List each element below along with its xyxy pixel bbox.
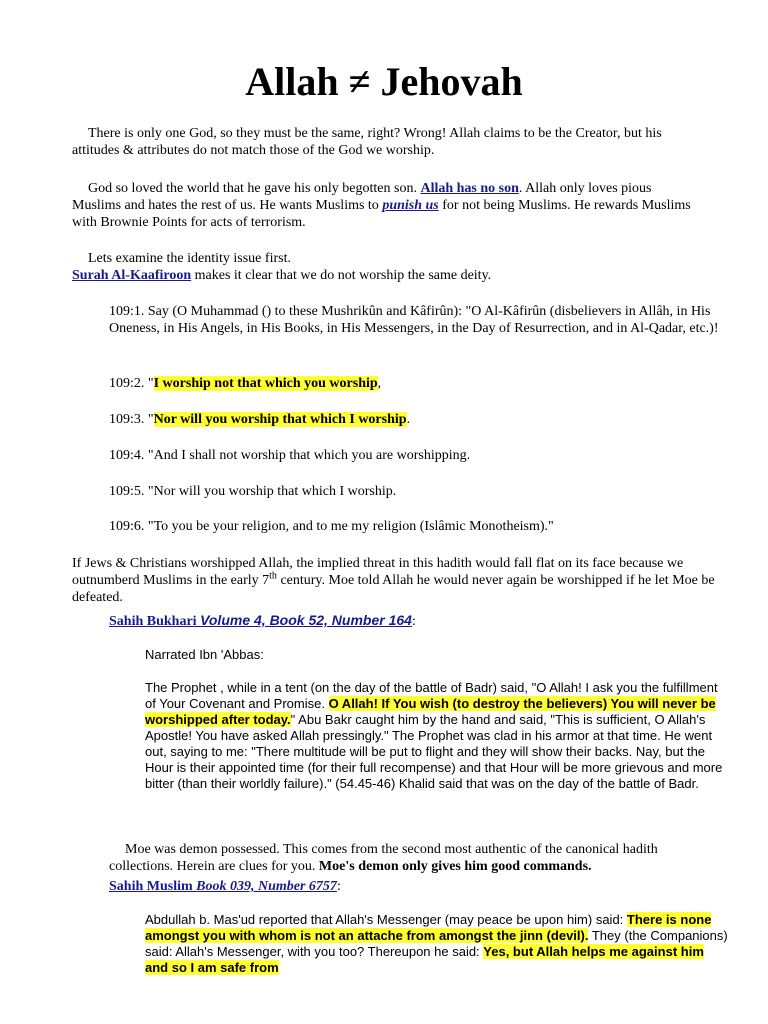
son-text-c: for not being Muslims. He rewards Muslims with Brownie Points for acts of terrorism.	[72, 198, 691, 230]
verse-109-5-text: 109:5. "Nor will you worship that which I worship.	[109, 484, 397, 499]
verse-109-2-prefix: 109:2. "	[109, 376, 154, 391]
intro-text: There is only one God, so they must be the same, right? Wrong! Allah claims to be the Creator, but his attitudes & attributes do not match those of the God we worship.	[72, 126, 662, 158]
surah-paragraph	[72, 267, 702, 284]
verse-109-3	[109, 411, 709, 428]
bukhari-narrator	[145, 647, 725, 663]
verse-109-3-prefix: 109:3. "	[109, 412, 154, 427]
bukhari-hadith-text	[145, 680, 725, 792]
bukhari-colon: :	[411, 614, 416, 629]
bukhari-text-b: " Abu Bakr caught him by the hand and said, "This is sufficient, O Allah's Apostle! You have asked Allah pressingly." The Prophet was clad in his armor at that time. He went out, saying to me: "There multitude will be put to flight and they will show their backs. Nay, but the Hour is their appointed time (for their full recompense) and that Hour will be more grievous and more bitter (than their worldly failure)." (54.45-46) Khalid said that was on the day of the battle of Badr.	[145, 712, 723, 791]
muslim-hadith-text	[145, 912, 730, 976]
muslim-text-a: Abdullah b. Mas'ud reported that Allah's Messenger (may peace be upon him) said:	[145, 912, 627, 927]
jews-christians-paragraph	[72, 555, 727, 606]
son-paragraph	[72, 180, 702, 231]
verse-109-5	[109, 483, 709, 500]
muslim-reference	[109, 878, 709, 895]
identity-line	[72, 250, 702, 267]
verse-109-4-text: 109:4. "And I shall not worship that which you are worshipping.	[109, 448, 471, 463]
muslim-text-b: They (the Companions) said: Allah's Messenger, with you too? Thereupon he said:	[145, 928, 728, 959]
verse-109-2-highlight: I worship not that which you worship	[153, 376, 378, 391]
muslim-link-number: Book 039, Number 6757	[196, 879, 337, 894]
bukhari-link-volume: Volume 4, Book 52, Number 164	[200, 612, 412, 628]
verse-109-2-suffix: ,	[377, 376, 382, 391]
sahih-bukhari-link[interactable]	[109, 614, 412, 629]
punish-us-link[interactable]: punish us	[382, 198, 439, 213]
superscript-th: th	[269, 570, 277, 582]
surah-text: makes it clear that we do not worship the same deity.	[191, 268, 492, 283]
allah-has-no-son-link[interactable]: Allah has no son	[420, 181, 519, 196]
page-title: Allah ≠ Jehovah	[245, 59, 523, 104]
bukhari-text-a: The Prophet , while in a tent (on the day of the battle of Badr) said, "O Allah! I ask you the fulfillment of Your Covenant and Promise.	[145, 680, 718, 711]
verse-109-1-text: 109:1. Say (O Muhammad () to these Mushrikûn and Kâfirûn): "O Al-Kâfirûn (disbelievers in Allâh, in His Oneness, in His Angels, in His Books, in His Messengers, in the Day of Resurrection, and in Al-Qadar, etc.)!	[109, 304, 719, 336]
threat-text-a: If Jews & Christians worshipped Allah, the implied threat in this hadith would fall flat on its face because we outnumberd Muslims in the early 7	[72, 556, 684, 588]
bukhari-link-title: Sahih Bukhari	[109, 614, 201, 629]
threat-text-b: century. Moe told Allah he would never again be worshipped if he let Moe be defeated.	[72, 573, 715, 605]
identity-text: Lets examine the identity issue first.	[88, 251, 291, 266]
surah-al-kaafiroon-link[interactable]: Surah Al-Kaafiroon	[72, 268, 192, 283]
verse-109-1	[109, 303, 733, 337]
demon-bold-text: Moe's demon only gives him good commands.	[318, 859, 592, 874]
verse-109-6-text: 109:6. "To you be your religion, and to me my religion (Islâmic Monotheism)."	[109, 519, 554, 534]
verse-109-4	[109, 447, 709, 464]
bukhari-highlight: O Allah! If You wish (to destroy the believers) You will never be worshipped after today.	[145, 696, 716, 727]
son-text-a: God so loved the world that he gave his only begotten son.	[88, 181, 421, 196]
sahih-muslim-link[interactable]	[109, 879, 337, 894]
verse-109-6	[109, 518, 709, 535]
muslim-highlight-1: There is none amongst you with whom is not an attache from amongst the jinn (devil).	[145, 912, 712, 943]
muslim-colon: :	[336, 879, 341, 894]
son-text-b: . Allah only loves pious Muslims and hates the rest of us. He wants Muslims to	[72, 181, 652, 213]
demon-paragraph	[109, 841, 714, 875]
narrator-text: Narrated Ibn 'Abbas:	[145, 647, 264, 662]
demon-text: Moe was demon possessed. This comes from the second most authentic of the canonical hadith collections. Herein are clues for you.	[109, 842, 658, 874]
muslim-highlight-2: Yes, but Allah helps me against him and so I am safe from	[145, 944, 704, 975]
intro-paragraph	[72, 125, 702, 159]
verse-109-3-suffix: .	[406, 412, 411, 427]
muslim-link-title: Sahih Muslim	[109, 879, 197, 894]
verse-109-3-highlight: Nor will you worship that which I worship	[153, 412, 407, 427]
bukhari-reference	[109, 612, 709, 630]
verse-109-2	[109, 375, 709, 392]
